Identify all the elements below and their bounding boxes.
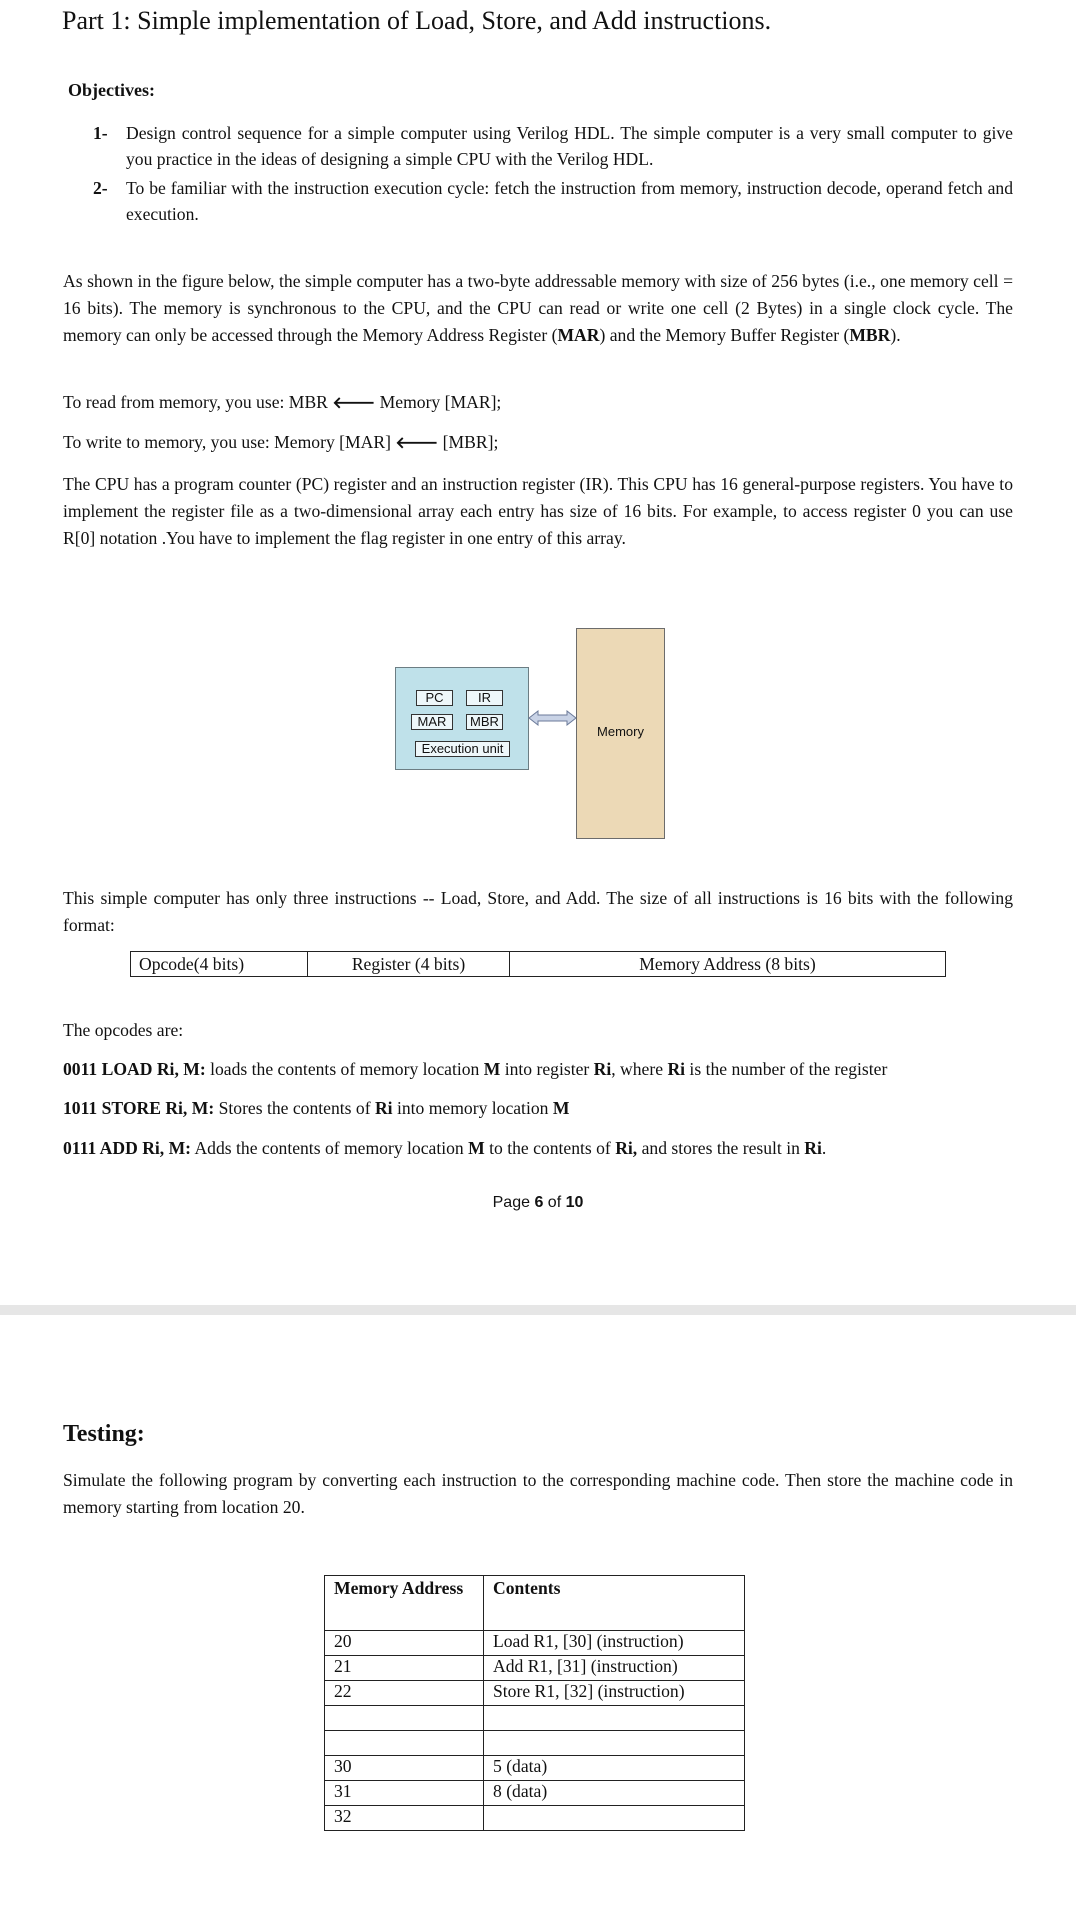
column-header-contents: Contents [484, 1576, 745, 1631]
register-field: Register (4 bits) [308, 952, 510, 977]
add-opcode-line: 0111 ADD Ri, M: Adds the contents of memory location M to the contents of Ri, and stores the result in Ri. [63, 1138, 827, 1158]
contents-cell: Load R1, [30] (instruction) [484, 1631, 745, 1656]
address-cell: 22 [325, 1681, 484, 1706]
contents-cell: Add R1, [31] (instruction) [484, 1656, 745, 1681]
address-cell: 21 [325, 1656, 484, 1681]
objective-number: 1- [93, 123, 108, 143]
table-row [325, 1631, 745, 1656]
cpu-diagram-box [395, 667, 529, 770]
objectives-heading: Objectives: [68, 80, 155, 100]
left-arrow-icon: 🡐 [395, 433, 439, 452]
table-header-row [325, 1576, 745, 1631]
section-title: Part 1: Simple implementation of Load, Store, and Add instructions. [62, 6, 772, 35]
contents-cell [484, 1806, 745, 1831]
mar-register: MAR [411, 714, 453, 730]
store-opcode-line: 1011 STORE Ri, M: Stores the contents of Ri into memory location M [63, 1098, 570, 1118]
table-row [325, 1756, 745, 1781]
cpu-registers-paragraph: The CPU has a program counter (PC) register and an instruction register (IR). This CPU has 16 general-purpose registers. You have to implement the register file as a two-dimensional array each entry has size of 16 bits. For example, to access register 0 you can use R[0] notation .You have to implement the flag register in one entry of this array. [63, 474, 1013, 548]
table-row [325, 1806, 745, 1831]
table-row [325, 1781, 745, 1806]
pc-register: PC [416, 690, 453, 706]
mbr-register: MBR [466, 714, 503, 730]
memory-description-paragraph: As shown in the figure below, the simple computer has a two-byte addressable memory with size of 256 bytes (i.e., one memory cell = 16 bits). The memory is synchronous to the CPU, and the CPU can read or write one cell (2 Bytes) in a single clock cycle. The memory can only be accessed through the Memory Address Register (MAR) and the Memory Buffer Register (MBR). [63, 271, 1013, 345]
objective-item [93, 120, 1013, 172]
page-number: Page 6 of 10 [492, 1194, 584, 1211]
memory-label: Memory [597, 724, 644, 739]
address-cell: 20 [325, 1631, 484, 1656]
table-row-empty [325, 1706, 745, 1731]
document-page-7 [0, 1315, 1076, 1920]
write-memory-line: To write to memory, you use: Memory [MAR] 🡐 [MBR]; [63, 432, 499, 452]
contents-cell: 5 (data) [484, 1756, 745, 1781]
instructions-paragraph: This simple computer has only three instructions -- Load, Store, and Add. The size of all instructions is 16 bits with the following format: [63, 888, 1013, 935]
contents-cell: 8 (data) [484, 1781, 745, 1806]
testing-intro: Simulate the following program by converting each instruction to the corresponding machine code. Then store the machine code in memory starting from location 20. [63, 1470, 1013, 1517]
objective-item [93, 175, 1013, 227]
table-row [325, 1681, 745, 1706]
address-cell: 31 [325, 1781, 484, 1806]
ir-register: IR [466, 690, 503, 706]
left-arrow-icon: 🡐 [332, 393, 376, 412]
objective-text: Design control sequence for a simple computer using Verilog HDL. The simple computer is a very small computer to give you practice in the ideas of designing a simple CPU with the Verilog HDL. [126, 123, 1013, 169]
objective-number: 2- [93, 178, 108, 198]
opcode-field: Opcode(4 bits) [131, 952, 308, 977]
address-cell: 30 [325, 1756, 484, 1781]
page-separator [0, 1305, 1076, 1315]
memory-diagram-box [576, 628, 665, 839]
mar-term: MAR [557, 325, 600, 345]
table-row-empty [325, 1731, 745, 1756]
address-cell: 32 [325, 1806, 484, 1831]
execution-unit: Execution unit [415, 741, 510, 757]
objective-text: To be familiar with the instruction execution cycle: fetch the instruction from memory, instruction decode, operand fetch and execution. [126, 178, 1013, 224]
load-opcode-line: 0011 LOAD Ri, M: loads the contents of memory location M into register Ri, where Ri is the number of the register [63, 1059, 888, 1079]
address-field: Memory Address (8 bits) [510, 952, 946, 977]
testing-heading: Testing: [63, 1421, 145, 1447]
column-header-address: Memory Address [325, 1576, 484, 1631]
contents-cell: Store R1, [32] (instruction) [484, 1681, 745, 1706]
table-row [325, 1656, 745, 1681]
read-memory-line: To read from memory, you use: MBR 🡐 Memory [MAR]; [63, 392, 502, 412]
instruction-format-table [130, 951, 946, 977]
bus-double-arrow-icon [528, 710, 578, 726]
opcodes-intro: The opcodes are: [63, 1020, 184, 1040]
mbr-term: MBR [849, 325, 891, 345]
memory-contents-table [324, 1575, 745, 1831]
